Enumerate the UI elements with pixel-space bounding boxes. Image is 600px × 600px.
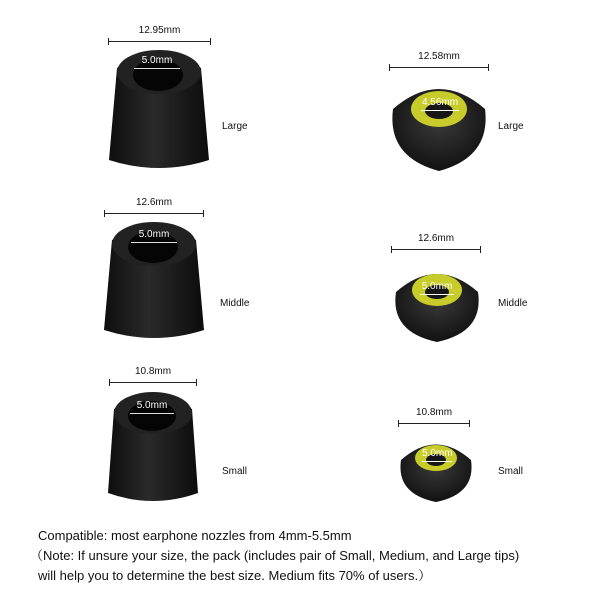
silicone-small-size-label: Small	[498, 466, 524, 477]
silicone-large-bore-label: 4.56mm	[421, 97, 459, 108]
silicone-middle-width-label: 12.6mm	[417, 233, 455, 244]
silicone-middle-bore-dimension	[420, 283, 454, 295]
silicone-large-width-label: 12.58mm	[418, 51, 460, 62]
silicone-small-bore-label: 5.0mm	[422, 448, 453, 459]
silicone-middle-size-label: Middle	[498, 298, 528, 309]
foam-large-bore-dimension	[134, 57, 180, 69]
foam-small-width-label: 10.8mm	[134, 366, 172, 377]
silicone-large-size-label: Large	[498, 121, 524, 132]
silicone-small-width-dimension	[398, 407, 470, 424]
foam-middle-size-label: Middle	[220, 298, 250, 309]
foam-middle-bore-label: 5.0mm	[138, 229, 170, 240]
silicone-tip-large	[387, 75, 491, 173]
foam-large-width-label: 12.95mm	[138, 25, 181, 36]
caption-note-line-1: （Note: If unsure your size, the pack (includes pair of Small, Medium, and Large tips)	[30, 548, 520, 563]
foam-small-bore-dimension	[130, 402, 174, 414]
silicone-middle-bore-label: 5.0mm	[421, 281, 453, 292]
silicone-large-width-dimension	[389, 51, 489, 68]
foam-small-size-label: Small	[222, 466, 248, 477]
silicone-small-width-label: 10.8mm	[415, 407, 453, 418]
silicone-small-bore-dimension	[422, 450, 452, 462]
foam-small-bore-label: 5.0mm	[136, 400, 168, 411]
foam-middle-bore-dimension	[131, 231, 177, 243]
silicone-tip-small	[398, 434, 474, 504]
silicone-middle-width-dimension	[391, 233, 481, 250]
foam-large-width-dimension	[108, 25, 211, 42]
foam-middle-width-dimension	[104, 197, 204, 214]
silicone-tip-middle	[392, 262, 482, 344]
silicone-large-bore-dimension	[421, 99, 459, 111]
caption-compatible: Compatible: most earphone nozzles from 4mm-5.5mm	[38, 528, 352, 543]
foam-small-width-dimension	[109, 366, 197, 383]
foam-middle-width-label: 12.6mm	[135, 197, 173, 208]
foam-large-bore-label: 5.0mm	[141, 55, 173, 66]
foam-large-size-label: Large	[222, 121, 248, 132]
caption-note-line-2: will help you to determine the best size. Medium fits 70% of users.）	[38, 568, 432, 583]
